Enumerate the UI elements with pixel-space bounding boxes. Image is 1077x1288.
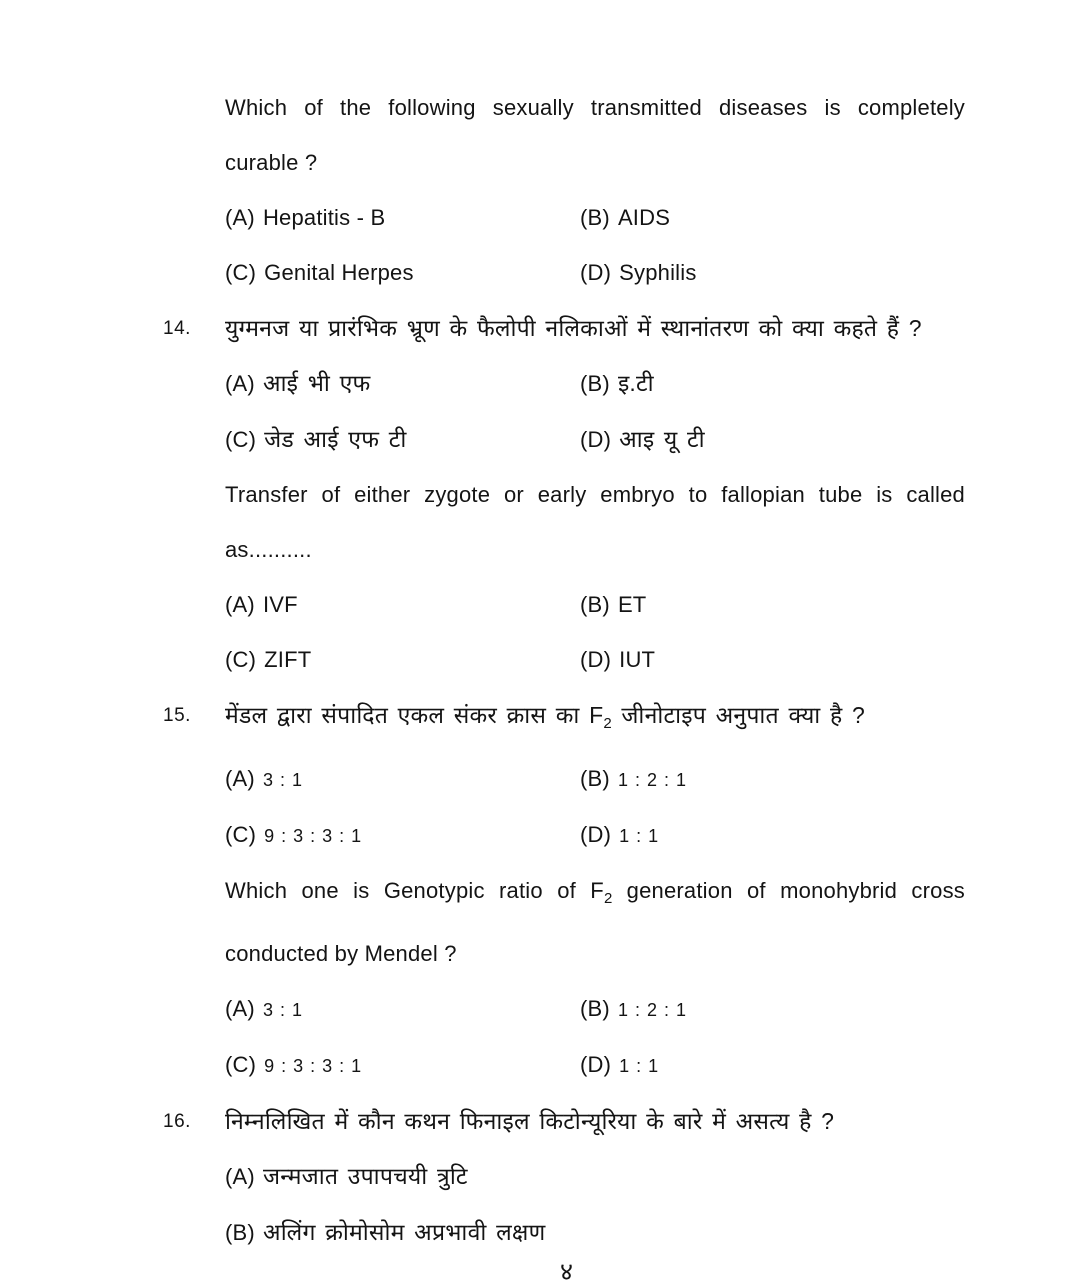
option-text: AIDS xyxy=(617,205,671,230)
option-a xyxy=(225,205,385,230)
option-c xyxy=(225,647,311,672)
options-row xyxy=(225,424,965,455)
question-15-english-block xyxy=(225,876,965,1081)
option-label: (B) xyxy=(580,766,610,791)
question-number: 14. xyxy=(163,318,191,339)
option-text: IUT xyxy=(619,647,656,672)
option-text: आई भी एफ xyxy=(262,370,371,396)
option-text: Hepatitis - B xyxy=(262,205,386,230)
option-text: इ.टी xyxy=(617,370,654,396)
question-text-line xyxy=(163,1106,965,1136)
question-text: युग्मनज या प्रारंभिक भ्रूण के फैलोपी नलिकाओं में स्थानांतरण को क्या कहते हैं ? xyxy=(225,315,922,341)
question-15-hindi-block xyxy=(163,700,965,851)
option-b xyxy=(580,590,646,620)
option-text: 9 : 3 : 3 : 1 xyxy=(264,1056,363,1076)
question-text: generation of monohybrid cross xyxy=(612,878,965,903)
question-text-line: conducted by Mendel ? xyxy=(225,941,457,966)
option-label: (D) xyxy=(580,427,612,452)
options-row xyxy=(225,994,965,1025)
option-b xyxy=(580,203,670,233)
option-text: ET xyxy=(617,592,647,617)
question-text: मेंडल द्वारा संपादित एकल संकर क्रास का F xyxy=(225,702,604,728)
option-b xyxy=(580,764,687,795)
option-text: 9 : 3 : 3 : 1 xyxy=(264,826,363,846)
subscript: 2 xyxy=(603,890,613,907)
options-row xyxy=(225,820,965,851)
question-text: निम्नलिखित में कौन कथन फिनाइल किटोन्यूरिया के बारे में असत्य है ? xyxy=(225,1108,835,1134)
option-text: ZIFT xyxy=(264,647,312,672)
option-text: 3 : 1 xyxy=(262,770,303,790)
option-c xyxy=(225,822,362,847)
question-number: 15. xyxy=(163,705,191,726)
option-text: 1 : 1 xyxy=(619,826,660,846)
option-label: (C) xyxy=(225,1052,257,1077)
question-number: 16. xyxy=(163,1111,191,1132)
option-label: (D) xyxy=(580,260,612,285)
option-label: (A) xyxy=(225,996,255,1021)
option-label: (C) xyxy=(225,822,257,847)
question-14-english-block xyxy=(225,480,965,675)
subscript: 2 xyxy=(603,715,612,732)
option-label: (D) xyxy=(580,822,612,847)
option-a xyxy=(225,1161,965,1192)
option-text: 1 : 2 : 1 xyxy=(617,1000,687,1020)
option-label: (C) xyxy=(225,260,257,285)
option-label: (B) xyxy=(580,592,610,617)
question-text-line xyxy=(225,876,965,914)
option-label: (A) xyxy=(225,1164,255,1189)
option-text: Genital Herpes xyxy=(264,260,414,285)
option-text: 3 : 1 xyxy=(262,1000,303,1020)
question-16-hindi-block xyxy=(163,1106,965,1248)
option-label: (A) xyxy=(225,766,255,791)
options-row xyxy=(225,258,965,288)
option-label: (A) xyxy=(225,592,255,617)
option-b xyxy=(225,1217,965,1248)
question-text-line xyxy=(163,313,965,343)
page-number: ४ xyxy=(560,1258,574,1286)
option-b xyxy=(580,368,654,399)
options-row xyxy=(225,1050,965,1081)
option-text: IVF xyxy=(262,592,298,617)
option-d xyxy=(580,424,705,455)
option-label: (B) xyxy=(580,371,610,396)
option-a xyxy=(225,592,298,617)
question-text-line: Transfer of either zygote or early embryo to fallopian tube is called xyxy=(225,482,965,507)
option-label: (D) xyxy=(580,1052,612,1077)
question-text: जीनोटाइप अनुपात क्या है ? xyxy=(611,702,866,728)
option-d xyxy=(580,645,655,675)
option-label: (A) xyxy=(225,371,255,396)
options-row xyxy=(225,764,965,795)
option-label: (B) xyxy=(580,205,610,230)
option-c xyxy=(225,260,414,285)
option-text: 1 : 1 xyxy=(619,1056,660,1076)
option-a xyxy=(225,371,371,396)
option-a xyxy=(225,996,303,1021)
option-text: अलिंग क्रोमोसोम अप्रभावी लक्षण xyxy=(262,1219,546,1245)
option-label: (D) xyxy=(580,647,612,672)
option-label: (C) xyxy=(225,427,257,452)
question-text-line xyxy=(163,700,965,739)
options-row xyxy=(225,590,965,620)
question-13-english-block xyxy=(225,93,965,288)
option-c xyxy=(225,1052,362,1077)
option-text: जन्मजात उपापचयी त्रुटि xyxy=(262,1163,468,1189)
option-text: 1 : 2 : 1 xyxy=(617,770,687,790)
option-d xyxy=(580,820,659,851)
option-c xyxy=(225,427,406,452)
option-text: आइ यू टी xyxy=(619,426,705,452)
options-row xyxy=(225,645,965,675)
question-text-line: Which of the following sexually transmitted diseases is completely xyxy=(225,95,965,120)
question-text-line: curable ? xyxy=(225,150,318,175)
option-label: (B) xyxy=(225,1220,255,1245)
question-paper-content xyxy=(163,0,965,1248)
question-text-line: as.......... xyxy=(225,537,312,562)
options-row xyxy=(225,368,965,399)
option-d xyxy=(580,1050,659,1081)
option-text: Syphilis xyxy=(619,260,697,285)
option-label: (B) xyxy=(580,996,610,1021)
option-a xyxy=(225,766,303,791)
option-d xyxy=(580,258,697,288)
option-b xyxy=(580,994,687,1025)
options-row xyxy=(225,203,965,233)
question-14-hindi-block xyxy=(163,313,965,455)
option-text: जेड आई एफ टी xyxy=(264,426,407,452)
question-text: Which one is Genotypic ratio of F xyxy=(225,878,604,903)
option-label: (A) xyxy=(225,205,255,230)
option-label: (C) xyxy=(225,647,257,672)
